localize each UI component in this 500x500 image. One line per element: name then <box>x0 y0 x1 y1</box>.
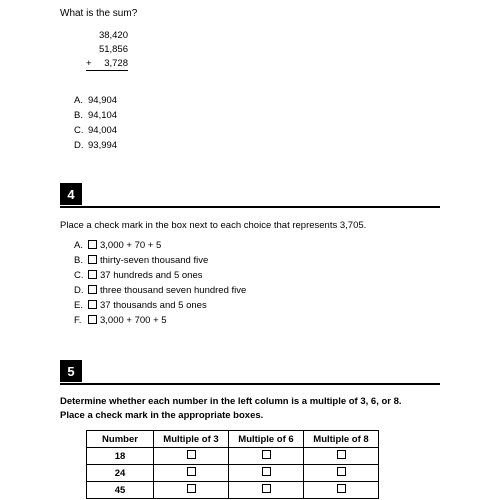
option-letter: C. <box>74 125 84 136</box>
checkbox[interactable] <box>88 300 97 309</box>
q4-choice-d[interactable] <box>74 285 246 296</box>
header-multiple-of-3: Multiple of 3 <box>154 431 229 448</box>
check-cell[interactable] <box>154 482 229 499</box>
check-cell[interactable] <box>304 465 379 482</box>
q5-instruction-line1: Determine whether each number in the left column is a multiple of 3, 6, or 8. <box>60 396 402 407</box>
option-text: 94,004 <box>88 125 118 136</box>
table-header-row <box>87 431 379 448</box>
choice-letter: E. <box>74 300 83 311</box>
table-row <box>87 448 379 465</box>
check-cell[interactable] <box>229 465 304 482</box>
check-cell[interactable] <box>229 448 304 465</box>
q4-choice-e[interactable] <box>74 300 207 311</box>
checkbox[interactable] <box>187 484 196 493</box>
question-divider <box>60 383 440 385</box>
option-text: 93,994 <box>88 140 118 151</box>
checkbox[interactable] <box>88 270 97 279</box>
row-number: 45 <box>87 482 154 499</box>
header-multiple-of-6: Multiple of 6 <box>229 431 304 448</box>
checkbox[interactable] <box>262 467 271 476</box>
checkbox[interactable] <box>88 255 97 264</box>
choice-letter: A. <box>74 240 83 251</box>
multiples-table <box>86 430 379 499</box>
choice-text: 37 hundreds and 5 ones <box>100 270 203 281</box>
plus-sign: + <box>86 58 92 69</box>
check-cell[interactable] <box>154 448 229 465</box>
table-row <box>87 482 379 499</box>
addend-2: 51,856 <box>98 44 128 55</box>
choice-text: thirty-seven thousand five <box>100 255 209 266</box>
q3-option-b[interactable] <box>74 110 117 121</box>
option-letter: B. <box>74 110 83 121</box>
option-letter: A. <box>74 95 83 106</box>
choice-letter: F. <box>74 315 82 326</box>
check-cell[interactable] <box>304 448 379 465</box>
checkbox[interactable] <box>337 484 346 493</box>
check-cell[interactable] <box>229 482 304 499</box>
sum-underline <box>86 70 128 71</box>
checkbox[interactable] <box>262 484 271 493</box>
checkbox[interactable] <box>187 450 196 459</box>
q3-option-a[interactable] <box>74 95 117 106</box>
header-multiple-of-8: Multiple of 8 <box>304 431 379 448</box>
q4-choice-f[interactable] <box>74 315 167 326</box>
checkbox[interactable] <box>337 450 346 459</box>
question-number-badge: 5 <box>60 360 82 382</box>
q5-instruction-line2: Place a check mark in the appropriate boxes. <box>60 410 264 421</box>
addend-1: 38,420 <box>98 30 128 41</box>
checkbox[interactable] <box>187 467 196 476</box>
choice-text: 37 thousands and 5 ones <box>100 300 207 311</box>
checkbox[interactable] <box>88 315 97 324</box>
choice-letter: B. <box>74 255 83 266</box>
q3-option-d[interactable] <box>74 140 117 151</box>
choice-text: 3,000 + 700 + 5 <box>100 315 167 326</box>
checkbox[interactable] <box>88 285 97 294</box>
option-letter: D. <box>74 140 84 151</box>
table-row <box>87 465 379 482</box>
question-divider <box>60 206 440 208</box>
row-number: 24 <box>87 465 154 482</box>
addend-3: 3,728 <box>104 58 128 69</box>
choice-text: 3,000 + 70 + 5 <box>100 240 162 251</box>
header-number: Number <box>87 431 154 448</box>
q4-choice-b[interactable] <box>74 255 208 266</box>
choice-letter: C. <box>74 270 84 281</box>
checkbox[interactable] <box>262 450 271 459</box>
check-cell[interactable] <box>154 465 229 482</box>
checkbox[interactable] <box>88 240 97 249</box>
check-cell[interactable] <box>304 482 379 499</box>
q4-choice-c[interactable] <box>74 270 202 281</box>
q4-instruction: Place a check mark in the box next to each choice that represents 3,705. <box>60 220 367 231</box>
checkbox[interactable] <box>337 467 346 476</box>
q4-choice-a[interactable] <box>74 240 161 251</box>
row-number: 18 <box>87 448 154 465</box>
choice-text: three thousand seven hundred five <box>100 285 247 296</box>
choice-letter: D. <box>74 285 84 296</box>
option-text: 94,904 <box>88 95 118 106</box>
question-number-badge: 4 <box>60 183 82 205</box>
option-text: 94,104 <box>88 110 118 121</box>
q3-option-c[interactable] <box>74 125 117 136</box>
q3-prompt: What is the sum? <box>60 8 138 19</box>
